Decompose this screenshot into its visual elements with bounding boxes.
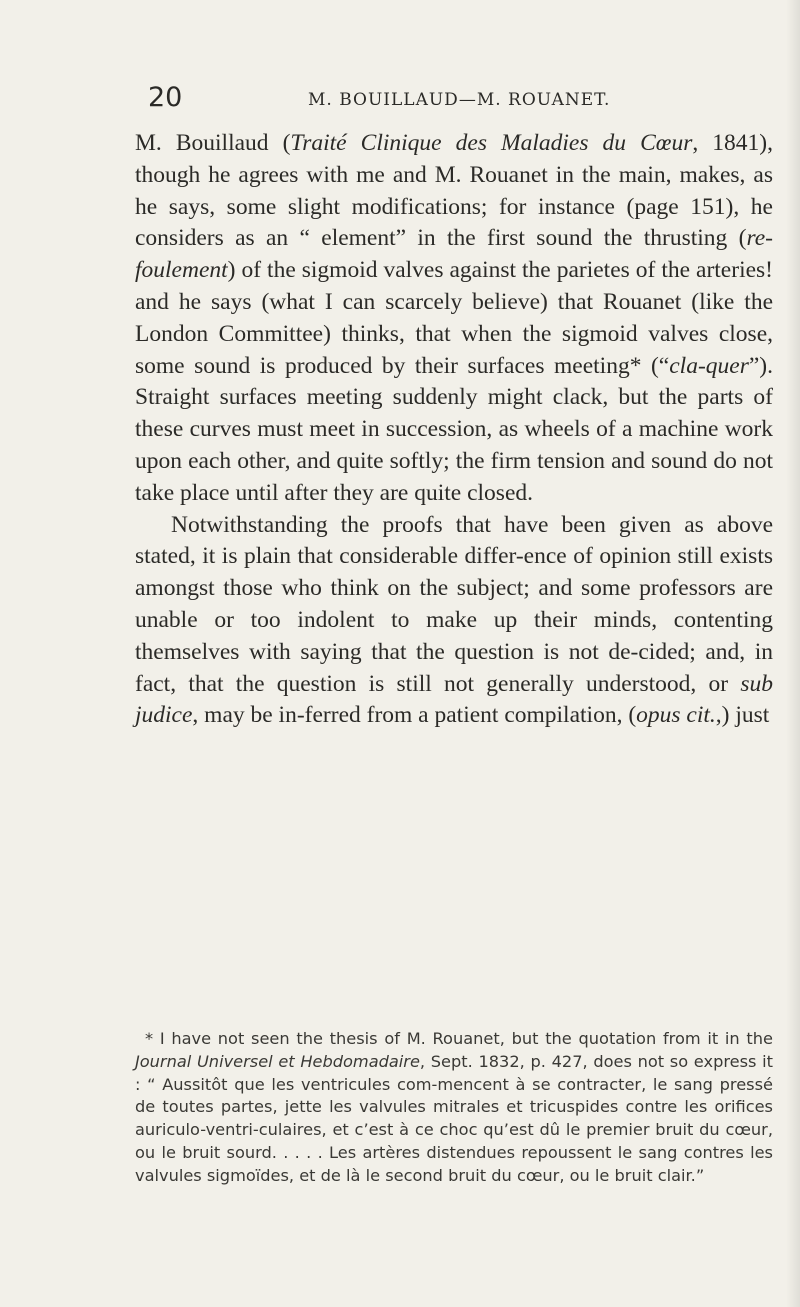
- footnote-segment: * I have not seen the thesis of M. Rouanet, but the quotation from it in the: [145, 1029, 773, 1048]
- paragraph-2-segment: ,) just: [715, 702, 770, 729]
- paragraph-2-segment: opus cit.: [636, 702, 716, 729]
- paragraph-2: [135, 510, 773, 733]
- paragraph-2-segment: sub judice: [135, 670, 773, 729]
- footnote-text: [135, 1028, 773, 1188]
- footnote-segment: Journal Universel et Hebdomadaire: [135, 1051, 420, 1071]
- paragraph-2-segment: , may be in-ferred from a patient compilation, (: [192, 702, 637, 729]
- paragraph-1-segment: M. Bouillaud (: [135, 130, 291, 156]
- paragraph-1: [135, 128, 773, 510]
- page-header: [148, 82, 668, 112]
- page-number: 20: [148, 82, 183, 113]
- footnote-segment: , Sept. 1832, p. 427, does not so express it : “ Aussitôt que les ventricules com-mencent à se contracter, le sang pressé de toutes partes, jette les valvules mitrales et tricuspides contre les orifices auriculo-ventri-culaires, et c’est à ce choc qu’est dû le premier bruit du cœur, ou le bruit sourd. . . . . Les artères distendues repoussent le sang contres les valvules sigmoïdes, et de là le second bruit du cœur, ou le bruit clair.”: [135, 1051, 774, 1185]
- paragraph-1-segment: cla-quer: [669, 352, 749, 379]
- paragraph-2-segment: Notwithstanding the proofs that have been given as above stated, it is plain that considerable differ-ence of opinion still exists amongst those who think on the subject; and some professors are unable or too indolent to make up their minds, contenting themselves with saying that the question is not de-cided; and, in fact, that the question is still not generally understood, or: [135, 511, 773, 697]
- footnote: [135, 1028, 773, 1188]
- paragraph-1-segment: ”). Straight surfaces meeting suddenly might clack, but the parts of these curves must meet in succession, as wheels of a machine work upon each other, and quite softly; the firm tension and sound do not take place until after they are quite closed.: [135, 352, 773, 506]
- running-head: M. BOUILLAUD—M. ROUANET.: [308, 90, 611, 110]
- paragraph-1-segment: ) of the sigmoid valves against the parietes of the arteries! and he says (what I can scarcely believe) that Rouanet (like the London Committee) thinks, that when the sigmoid valves close, some sound is produced by their surfaces meeting* (“: [135, 257, 773, 379]
- body-text: [135, 128, 773, 732]
- page-edge-shadow: [786, 0, 800, 1307]
- paragraph-1-segment: re-foulement: [135, 225, 773, 284]
- paragraph-1-segment: , 1841), though he agrees with me and M. Rouanet in the main, makes, as he says, some slight modifications; for instance (page 151), he considers as an “ element” in the first sound the thrusting (: [135, 130, 773, 252]
- paragraph-1-segment: Traité Clinique des Maladies du Cœur: [290, 130, 693, 156]
